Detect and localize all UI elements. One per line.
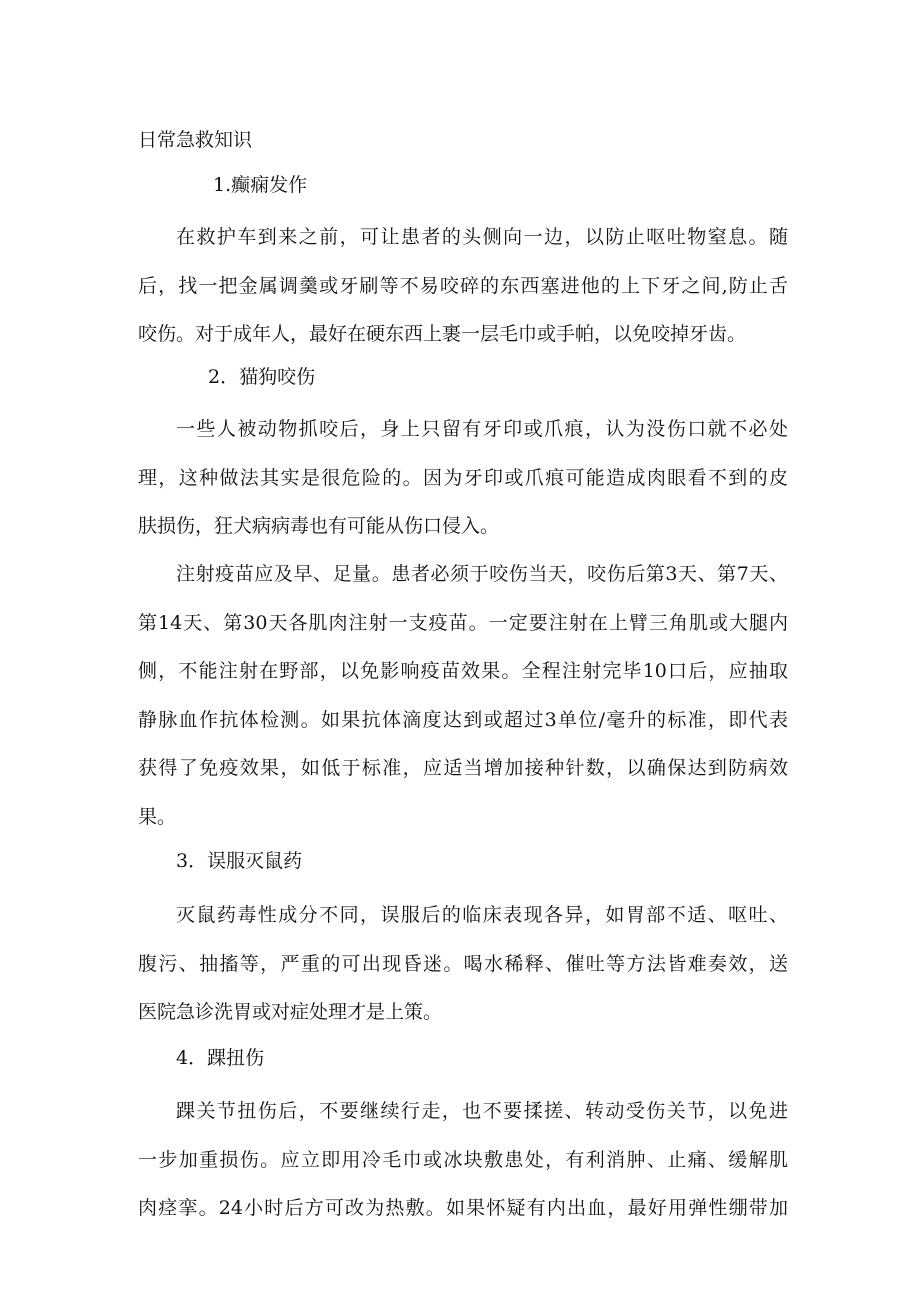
paragraph-animal-bite-1: [138, 405, 788, 551]
paragraph-animal-bite-2: [138, 550, 788, 841]
paragraph-line: 获得了免疫效果，如低于标准，应适当增加接种针数，以确保达到防病效: [138, 757, 788, 779]
paragraph-line: 理，这种做法其实是很危险的。因为牙印或爪痕可能造成肉眼看不到的皮: [138, 466, 788, 489]
paragraph-line: 第14天、第30天各肌肉注射一支疫苗。一定要注射在上臂三角肌或大腿内: [138, 611, 788, 634]
section-heading-animal-bite: 2．猫狗咬伤: [208, 366, 316, 388]
paragraph-line: 咬伤。对于成年人，最好在硬东西上裹一层毛巾或手帕，以免咬掉牙齿。: [138, 323, 747, 345]
paragraph-line: 一步加重损伤。应立即用冷毛巾或冰块敷患处，有利消肿、止痛、缓解肌: [138, 1148, 788, 1171]
paragraph-line: 一些人被动物抓咬后，身上只留有牙印或爪痕，认为没伤口就不必处: [176, 418, 788, 440]
paragraph-line: 灭鼠药毒性成分不同，误服后的临床表现各异，如胃部不适、呕吐、: [176, 904, 788, 926]
paragraph-line: 腹污、抽搐等，严重的可出现昏迷。喝水稀释、催吐等方法皆难奏效，送: [138, 952, 788, 975]
document-title: 日常急救知识: [138, 129, 253, 151]
paragraph-line: 侧，不能注射在野部，以免影响疫苗效果。全程注射完毕10口后，应抽取: [138, 660, 788, 682]
paragraph-line: 后，找一把金属调羹或牙刷等不易咬碎的东西塞进他的上下牙之间,防止舌: [138, 274, 788, 297]
paragraph-line: 踝关节扭伤后，不要继续行走，也不要揉搓、转动受伤关节，以免进: [176, 1100, 788, 1122]
paragraph-line: 果。: [138, 805, 177, 828]
section-heading-rat-poison: 3．误服灭鼠药: [176, 850, 303, 872]
section-heading-epilepsy: 1.癫痫发作: [213, 174, 308, 196]
paragraph-ankle-sprain: [138, 1087, 788, 1233]
section-heading-ankle-sprain: 4．踝扭伤: [176, 1047, 265, 1069]
paragraph-line: 注射疫苗应及早、足量。患者必须于咬伤当天，咬伤后第3天、第7天、: [176, 563, 788, 585]
paragraph-line: 在救护车到来之前，可让患者的头侧向一边，以防止呕吐物窒息。随: [176, 226, 788, 248]
paragraph-rat-poison: [138, 891, 788, 1037]
paragraph-line: 医院急诊洗胃或对症处理才是上策。: [138, 1001, 443, 1023]
paragraph-line: 肉痉挛。24小时后方可改为热敷。如果怀疑有内出血，最好用弹性绷带加: [138, 1197, 788, 1219]
paragraph-line: 静脉血作抗体检测。如果抗体滴度达到或超过3单位/毫升的标准，即代表: [138, 708, 788, 731]
paragraph-epilepsy: [138, 213, 788, 359]
paragraph-line: 肤损伤，狂犬病病毒也有可能从伤口侵入。: [138, 515, 500, 537]
